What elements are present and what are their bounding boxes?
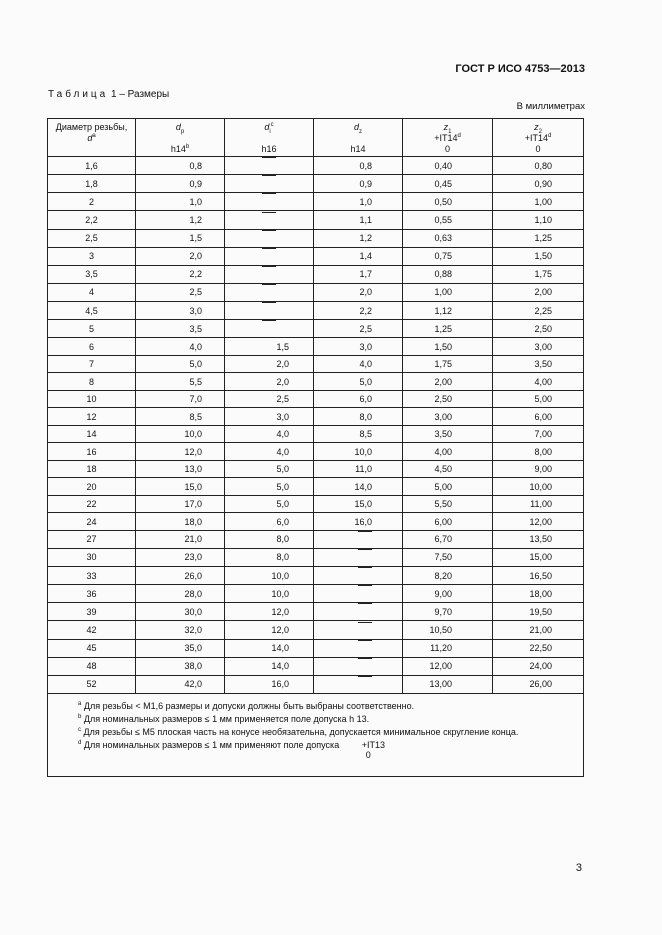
dash-mark [358,549,372,566]
dash-mark [358,622,372,639]
table-cell: 6,70 [403,530,493,548]
table-cell [314,548,403,566]
table-cell: 14 [48,425,136,443]
table-cell: 4,0 [225,425,314,443]
table-cell: 3,00 [493,338,584,356]
table-cell: 1,2 [314,229,403,247]
table-cell: 12,00 [403,657,493,675]
table-cell: 10,0 [314,443,403,461]
table-cell: 12,00 [493,513,584,531]
table-cell [225,283,314,301]
table-cell: 26,00 [493,675,584,693]
table-cell: 4 [48,283,136,301]
table-cell: 6,00 [403,513,493,531]
dash-mark [262,302,276,319]
table-row [48,229,584,247]
table-cell: 1,50 [493,247,584,265]
table-cell: 13,0 [136,460,225,478]
footnotes-row [48,693,584,776]
document-header: ГОСТ Р ИСО 4753—2013 [455,63,585,75]
table-cell: 5,0 [314,373,403,391]
table-cell: 13,00 [403,675,493,693]
table-cell: 6 [48,338,136,356]
table-cell: 45 [48,639,136,657]
table-cell: 0,55 [403,211,493,229]
table-cell: 18,0 [136,513,225,531]
table-cell: 21,00 [493,621,584,639]
table-cell [314,603,403,621]
table-cell: 4,50 [403,460,493,478]
dash-mark [262,248,276,265]
table-cell: 9,70 [403,603,493,621]
table-cell: 24 [48,513,136,531]
table-row [48,513,584,531]
table-cell: 5,00 [403,478,493,496]
table-caption [48,89,169,100]
table-cell: 0,9 [314,175,403,193]
table-cell: 42 [48,621,136,639]
table-cell: 10,00 [493,478,584,496]
dash-mark [262,175,276,192]
table-cell: 1,1 [314,211,403,229]
table-cell: 20 [48,478,136,496]
table-cell: 7,0 [136,390,225,408]
table-cell: 48 [48,657,136,675]
table-row [48,408,584,426]
col-header-dp: $d_p$ h14$^b$ [136,119,225,157]
table-row [48,621,584,639]
table-cell: 5,50 [403,495,493,513]
table-cell: 1,12 [403,302,493,320]
table-cell: 8,5 [314,425,403,443]
table-cell: 1,75 [493,265,584,283]
table-cell [314,567,403,585]
table-row [48,320,584,338]
col-header-label: Диаметр резьбы, [55,122,128,132]
dash-mark [262,284,276,301]
table-row [48,390,584,408]
table-cell: 2,2 [136,265,225,283]
table-cell: 16,0 [225,675,314,693]
table-cell: 3 [48,247,136,265]
table-cell: 2,50 [493,320,584,338]
table-cell: 0,75 [403,247,493,265]
table-cell: 14,0 [314,478,403,496]
table-cell: 7 [48,355,136,373]
table-cell: 1,5 [225,338,314,356]
table-cell: 5,0 [136,355,225,373]
table-cell: 3,00 [403,408,493,426]
table-cell: 42,0 [136,675,225,693]
table-cell: 30,0 [136,603,225,621]
table-row [48,548,584,566]
table-cell: 2,5 [136,283,225,301]
table-cell: 36 [48,585,136,603]
table-cell: 6,0 [314,390,403,408]
table-cell: 4,0 [136,338,225,356]
table-cell: 0,88 [403,265,493,283]
col-header-thread-diameter: Диаметр резьбы, $d^a$ [48,119,136,157]
table-row [48,443,584,461]
table-cell: 14,0 [225,657,314,675]
table-row [48,283,584,301]
table-cell [225,320,314,338]
table-cell: 27 [48,530,136,548]
table-cell [225,157,314,175]
table-cell: 11,0 [314,460,403,478]
table-row [48,478,584,496]
table-cell: 5,0 [225,478,314,496]
table-cell: 1,7 [314,265,403,283]
page-number: 3 [575,862,582,874]
table-row [48,175,584,193]
table-row [48,338,584,356]
dash-mark [358,640,372,657]
table-cell: 11,20 [403,639,493,657]
table-cell: 2,2 [48,211,136,229]
table-cell: 22 [48,495,136,513]
table-cell: 5,00 [493,390,584,408]
table-cell: 52 [48,675,136,693]
table-cell: 17,0 [136,495,225,513]
table-cell: 0,40 [403,157,493,175]
table-cell: 10,0 [225,585,314,603]
table-cell: 1,25 [493,229,584,247]
table-cell [314,657,403,675]
table-cell: 23,0 [136,548,225,566]
table-row [48,657,584,675]
table-cell: 10,0 [136,425,225,443]
table-header-row [48,119,584,157]
table-cell [314,621,403,639]
table-cell: 12,0 [136,443,225,461]
table-cell [225,229,314,247]
dimensions-table [47,118,584,777]
footnotes-cell [48,693,584,776]
table-cell: 5,5 [136,373,225,391]
dash-mark [358,567,372,584]
dash-mark [262,212,276,229]
dash-mark [262,230,276,247]
table-cell: 2,00 [403,373,493,391]
table-cell: 2 [48,193,136,211]
table-cell: 12,0 [225,621,314,639]
table-cell: 2,2 [314,302,403,320]
dash-mark [262,320,276,337]
table-cell: 8,5 [136,408,225,426]
table-cell [225,175,314,193]
table-row [48,675,584,693]
table-row [48,355,584,373]
table-row [48,211,584,229]
table-cell: 13,50 [493,530,584,548]
footnote-b: $^b$ Для номинальных размеров ≤ 1 мм применяется поле допуска h 13. [78,713,370,724]
table-row [48,157,584,175]
table-row [48,603,584,621]
table-cell: 10 [48,390,136,408]
table-cell: 2,0 [314,283,403,301]
table-cell: 1,6 [48,157,136,175]
dash-mark [358,676,372,693]
table-cell: 8,0 [225,548,314,566]
table-cell: 0,8 [136,157,225,175]
table-row [48,373,584,391]
table-row [48,425,584,443]
col-header-di: $d_i^c$ h16 [225,119,314,157]
units-note: В миллиметрах [516,101,585,112]
table-cell: 24,00 [493,657,584,675]
table-caption-word: Таблица [48,89,109,100]
table-row [48,265,584,283]
table-cell: 4,00 [493,373,584,391]
col-header-z2: $z_2$ $+IT14^d$ 0 [493,119,584,157]
table-cell: 8,00 [493,443,584,461]
dash-mark [358,658,372,675]
table-row [48,530,584,548]
table-cell: 1,25 [403,320,493,338]
table-cell [225,302,314,320]
table-cell: 4,0 [314,355,403,373]
table-cell: 6,00 [493,408,584,426]
table-cell: 8,0 [314,408,403,426]
table-row [48,302,584,320]
table-cell: 18,00 [493,585,584,603]
table-cell: 3,50 [403,425,493,443]
table-cell: 15,0 [314,495,403,513]
table-cell: 0,90 [493,175,584,193]
table-cell: 1,4 [314,247,403,265]
table-cell: 2,50 [403,390,493,408]
table-cell: 0,63 [403,229,493,247]
table-cell: 4,00 [403,443,493,461]
table-cell: 12 [48,408,136,426]
table-cell: 2,0 [225,373,314,391]
table-cell: 2,5 [48,229,136,247]
table-cell: 0,9 [136,175,225,193]
table-cell: 2,5 [225,390,314,408]
table-cell: 7,50 [403,548,493,566]
footnote-c: $^c$ Для резьбы ≤ М5 плоская часть на конусе необязательна, допускается минимальное скругление конца. [78,726,519,737]
table-cell: 1,8 [48,175,136,193]
table-cell: 3,0 [314,338,403,356]
table-caption-title: – Размеры [119,89,170,100]
table-cell: 2,00 [493,283,584,301]
table-cell: 0,8 [314,157,403,175]
table-cell: 28,0 [136,585,225,603]
table-cell: 35,0 [136,639,225,657]
table-cell: 15,0 [136,478,225,496]
table-cell: 1,5 [136,229,225,247]
table-cell: 2,25 [493,302,584,320]
footnote-d: $^d$ Для номинальных размеров ≤ 1 мм применяют поле допуска +IT13 0 [78,739,385,760]
table-cell: 1,0 [314,193,403,211]
table-cell: 9,00 [493,460,584,478]
table-cell: 21,0 [136,530,225,548]
table-cell: 5,0 [225,495,314,513]
table-cell: 0,45 [403,175,493,193]
table-cell: 3,5 [136,320,225,338]
table-cell [314,585,403,603]
table-row [48,193,584,211]
table-cell: 2,5 [314,320,403,338]
table-cell: 8,20 [403,567,493,585]
table-cell: 16 [48,443,136,461]
col-header-dz: $d_z$ h14 [314,119,403,157]
dash-mark [358,585,372,602]
table-cell: 4,5 [48,302,136,320]
table-cell: 1,0 [136,193,225,211]
table-cell: 30 [48,548,136,566]
table-cell [314,530,403,548]
dash-mark [262,193,276,210]
dash-mark [358,603,372,620]
table-cell: 9,00 [403,585,493,603]
dash-mark [262,157,276,174]
table-cell: 1,00 [493,193,584,211]
table-cell: 1,2 [136,211,225,229]
table-cell [314,675,403,693]
table-cell [225,247,314,265]
table-cell [314,639,403,657]
table-cell: 32,0 [136,621,225,639]
footnote-d-tolerance: +IT13 0 [361,739,385,760]
table-cell [225,211,314,229]
table-row [48,567,584,585]
table-cell: 11,00 [493,495,584,513]
table-cell: 10,50 [403,621,493,639]
table-cell: 10,0 [225,567,314,585]
table-cell: 2,0 [136,247,225,265]
table-row [48,639,584,657]
table-cell: 2,0 [225,355,314,373]
table-cell: 12,0 [225,603,314,621]
dash-mark [262,266,276,283]
table-cell: 33 [48,567,136,585]
dash-mark [358,531,372,548]
table-cell: 4,0 [225,443,314,461]
table-cell: 26,0 [136,567,225,585]
table-cell: 18 [48,460,136,478]
table-cell: 0,80 [493,157,584,175]
table-cell: 39 [48,603,136,621]
table-cell: 16,0 [314,513,403,531]
table-cell: 3,0 [136,302,225,320]
table-cell [225,193,314,211]
table-cell: 19,50 [493,603,584,621]
table-cell: 1,10 [493,211,584,229]
table-cell: 5,0 [225,460,314,478]
footnote-a: $^a$ Для резьбы < М1,6 размеры и допуски должны быть выбраны соответственно. [78,700,415,711]
table-cell: 3,0 [225,408,314,426]
table-cell: 8,0 [225,530,314,548]
table-cell: 0,50 [403,193,493,211]
table-cell [225,265,314,283]
table-cell: 16,50 [493,567,584,585]
table-cell: 6,0 [225,513,314,531]
table-cell: 7,00 [493,425,584,443]
table-cell: 5 [48,320,136,338]
table-cell: 3,5 [48,265,136,283]
table-cell: 14,0 [225,639,314,657]
table-row [48,495,584,513]
table-cell: 1,00 [403,283,493,301]
table-row [48,585,584,603]
table-cell: 22,50 [493,639,584,657]
table-cell: 15,00 [493,548,584,566]
col-header-z1: $z_1$ $+IT14^d$ 0 [403,119,493,157]
table-row [48,247,584,265]
table-cell: 1,50 [403,338,493,356]
table-cell: 1,75 [403,355,493,373]
table-cell: 3,50 [493,355,584,373]
table-cell: 8 [48,373,136,391]
table-caption-number: 1 [111,89,117,100]
table-row [48,460,584,478]
table-cell: 38,0 [136,657,225,675]
